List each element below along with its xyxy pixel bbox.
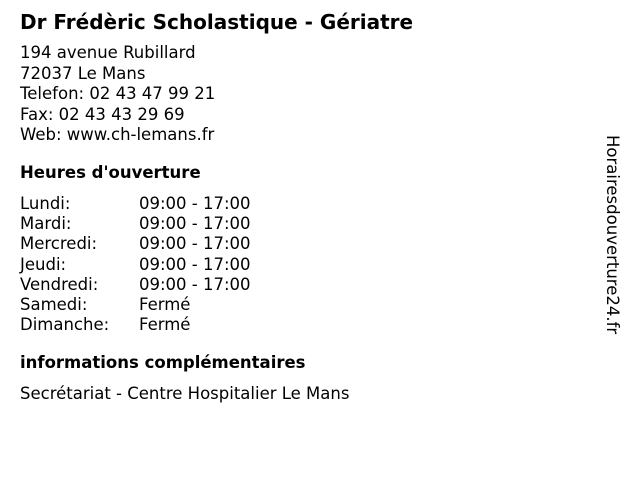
page-title: Dr Frédèric Scholastique - Gériatre: [20, 10, 414, 34]
phone-number: Telefon: 02 43 47 99 21: [20, 84, 216, 103]
time-value: 09:00 - 17:00: [139, 214, 251, 234]
day-label: Mardi:: [20, 214, 72, 234]
fax-number: Fax: 02 43 43 29 69: [20, 104, 185, 124]
time-value: 09:00 - 17:00: [139, 194, 251, 213]
website: Web: www.ch-lemans.fr: [20, 125, 215, 144]
street-address: 194 avenue Rubillard: [20, 43, 196, 62]
site-watermark: Horairesdouverture24.fr: [603, 135, 622, 335]
day-label: Vendredi:: [20, 274, 99, 294]
day-label: Jeudi:: [20, 254, 67, 274]
contact-block: [20, 43, 215, 146]
time-value: Fermé: [139, 294, 191, 314]
time-value: 09:00 - 17:00: [139, 254, 251, 274]
day-label: Dimanche:: [20, 315, 110, 335]
time-value: Fermé: [139, 315, 191, 335]
hours-heading: Heures d'ouverture: [20, 163, 201, 182]
city: 72037 Le Mans: [20, 63, 146, 83]
time-value: 09:00 - 17:00: [139, 274, 251, 294]
day-label: Lundi:: [20, 194, 71, 213]
info-text: Secrétariat - Centre Hospitalier Le Mans: [20, 384, 350, 403]
time-value: 09:00 - 17:00: [139, 234, 251, 254]
day-label: Mercredi:: [20, 234, 98, 254]
day-label: Samedi:: [20, 294, 88, 314]
info-heading: informations complémentaires: [20, 353, 306, 372]
